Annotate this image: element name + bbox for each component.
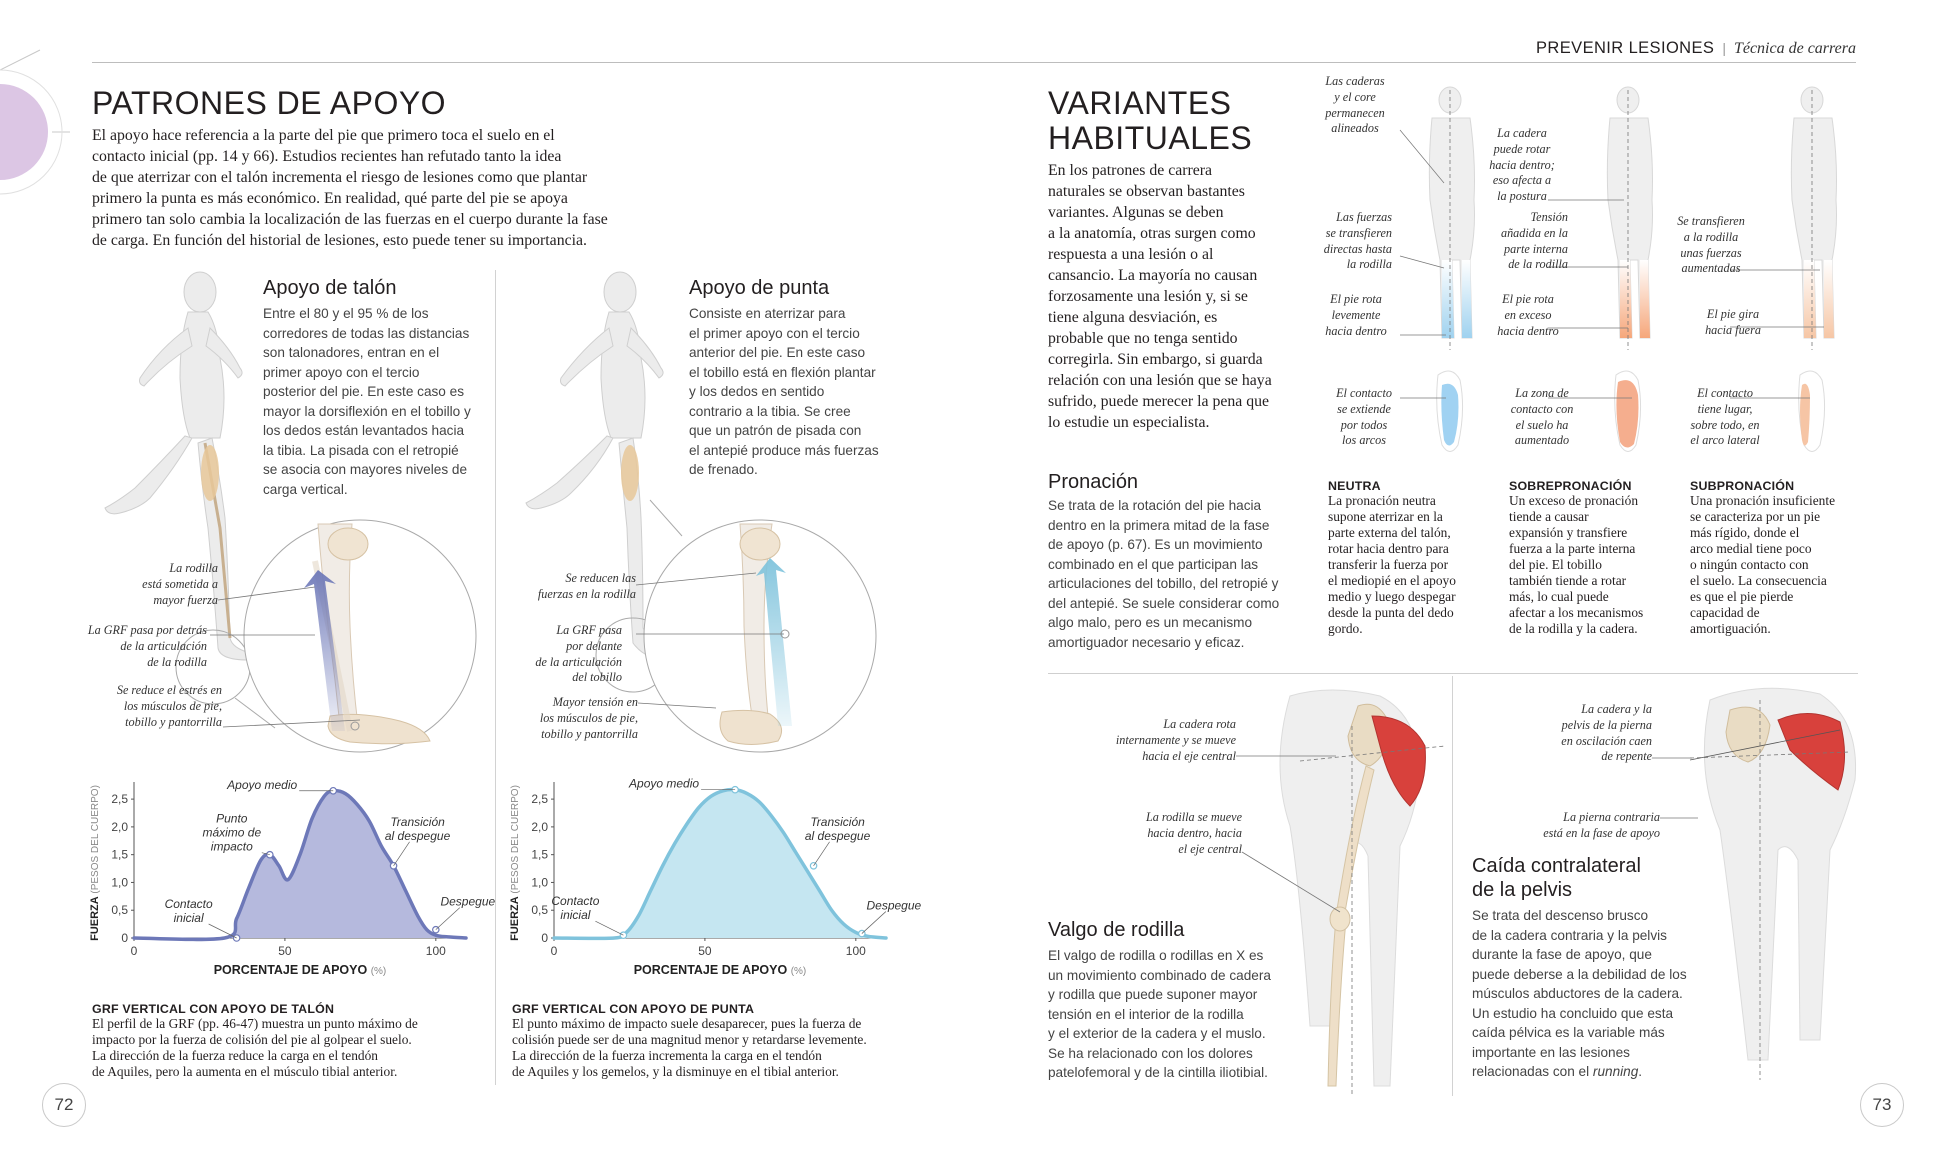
left-intro xyxy=(92,125,712,251)
col-title: SOBREPRONACIÓN xyxy=(1509,479,1632,493)
annotation-line: hacia dentro xyxy=(1497,323,1559,338)
pelvis-text-line: puede deberse a la debilidad de los xyxy=(1472,966,1687,982)
intro-line: variantes. Algunas se deben xyxy=(1048,204,1224,221)
heel-text-line: mayor la dorsiflexión en el tobillo y xyxy=(263,403,471,419)
pronation-col-over xyxy=(1509,479,1685,637)
annotation-line: El contacto xyxy=(1697,386,1753,400)
forefoot-text-line: el primer apoyo con el tercio xyxy=(689,325,860,341)
col-line: capacidad de xyxy=(1690,605,1760,620)
intro-line: a la anatomía, otras surgen como xyxy=(1048,225,1256,242)
annotation-leader xyxy=(394,842,410,866)
x-tick-label: 50 xyxy=(698,944,712,958)
header-subsection: Técnica de carrera xyxy=(1733,40,1856,57)
col-line: expansión y transfiere xyxy=(1509,525,1628,540)
caption-line: de Aquiles, pero la aumenta en el músculo tibial anterior. xyxy=(92,1064,398,1079)
column-divider xyxy=(495,270,496,1085)
pronation-col-neutral xyxy=(1328,479,1504,637)
pronation-heading: Pronación xyxy=(1048,471,1139,493)
annotation-line: La cadera xyxy=(1497,126,1547,140)
forefoot-annotation-knee xyxy=(518,571,636,603)
annotation-line: el suelo ha xyxy=(1515,417,1569,432)
annotation-line: hacia dentro xyxy=(1325,323,1387,338)
annotation-line: hacia el eje central xyxy=(1142,748,1236,763)
x-axis-label: PORCENTAJE DE APOYO (%) xyxy=(633,963,807,977)
heel-text-line: primer apoyo con el tercio xyxy=(263,364,420,380)
y-axis-unit: (PESOS DEL CUERPO) xyxy=(90,785,101,894)
annotation-line: mayor fuerza xyxy=(153,592,218,607)
pelvis-text-line: Se trata del descenso brusco xyxy=(1472,908,1649,923)
y-tick-label: 2,5 xyxy=(531,792,548,807)
valgus-section xyxy=(1048,918,1273,1083)
annotation-leader xyxy=(862,912,886,934)
right-title-line: HABITUALES xyxy=(1048,120,1253,156)
heel-caption-title: GRF VERTICAL CON APOYO DE TALÓN xyxy=(92,1002,335,1016)
annotation-line: y el core xyxy=(1334,89,1376,104)
annotation-line: pelvis de la pierna xyxy=(1561,717,1652,732)
annotation-line: el arco lateral xyxy=(1690,433,1760,448)
pelvis-final-punct: . xyxy=(1638,1064,1643,1079)
pelvis-heading-line: de la pelvis xyxy=(1472,879,1573,901)
intro-line: tiene alguna desviación, es xyxy=(1048,309,1218,326)
pelvis-text-line: Un estudio ha concluido que esta xyxy=(1472,1005,1674,1021)
right-page-title xyxy=(1048,86,1252,156)
annotation-label: máximo de xyxy=(202,825,262,840)
y-tick-label: 1,5 xyxy=(111,847,128,862)
valgus-heading: Valgo de rodilla xyxy=(1048,919,1185,941)
y-axis-label: FUERZA (PESOS DEL CUERPO) xyxy=(89,785,101,941)
pronation-text-line: algo malo, pero es un mecanismo xyxy=(1048,615,1253,630)
annotation-line: hacia fuera xyxy=(1705,322,1761,337)
annotation-line: por delante xyxy=(566,638,622,653)
col-line: también tiende a rotar xyxy=(1509,573,1627,588)
pelvis-text-last xyxy=(1472,1062,1732,1082)
x-tick-label: 0 xyxy=(550,944,558,958)
running-header xyxy=(1518,39,1856,58)
annotation-line: parte interna xyxy=(1504,241,1568,256)
valgus-text-line: patelofemoral y de la cintilla iliotibial. xyxy=(1048,1065,1268,1080)
pelvis-heading-line: Caída contralateral xyxy=(1472,855,1641,877)
annotation-label: Transición xyxy=(390,814,445,829)
annotation-label: Punto xyxy=(216,811,248,826)
forefoot-text-line: el antepié produce más fuerzas xyxy=(689,442,879,458)
annotation-line: La cadera rota xyxy=(1163,717,1236,731)
col-line: Una pronación insuficiente xyxy=(1690,493,1836,508)
annotation-label: al despegue xyxy=(804,828,871,843)
x-tick-label: 100 xyxy=(845,944,866,958)
over-annotation-foot xyxy=(1478,292,1578,339)
annotation-line: tobillo y pantorrilla xyxy=(125,714,222,729)
intro-line: primero la punta es más económico. En realidad, qué parte del pie se apoya xyxy=(92,190,568,207)
col-line: del pie. El tobillo xyxy=(1509,557,1602,572)
annotation-line: fuerzas en la rodilla xyxy=(537,586,636,601)
section-tab-icon xyxy=(0,50,70,190)
annotation-line: Las caderas xyxy=(1325,74,1385,88)
col-line: más, lo cual puede xyxy=(1509,589,1609,604)
annotation-line: El pie rota xyxy=(1330,292,1382,306)
pelvis-text-line: relacionadas con el xyxy=(1472,1064,1593,1079)
annotation-line: la rodilla xyxy=(1346,257,1392,272)
pelvis-text-line: caída pélvica es la variable más xyxy=(1472,1025,1665,1040)
intro-line: probable que no tenga sentido xyxy=(1048,330,1238,347)
valgus-text-line: un movimiento combinado de cadera xyxy=(1048,967,1271,983)
annotation-point xyxy=(267,851,273,857)
col-line: parte externa del talón, xyxy=(1328,525,1451,540)
y-tick-label: 0 xyxy=(121,931,128,945)
annotation-line: La GRF pasa por detrás xyxy=(87,623,207,637)
intro-line: forzosamente una lesión y, si se xyxy=(1048,288,1248,305)
annotation-line: sobre todo, en xyxy=(1690,417,1760,432)
annotation-line: eso afecta a xyxy=(1492,173,1552,188)
over-annotation-hip xyxy=(1476,126,1568,205)
annotation-line: contacto con xyxy=(1510,401,1574,416)
annotation-leader xyxy=(814,842,830,866)
x-axis-unit: (%) xyxy=(790,966,807,977)
annotation-line: directas hasta xyxy=(1323,241,1392,256)
forefoot-heading: Apoyo de punta xyxy=(689,277,830,299)
col-line: gordo. xyxy=(1328,621,1363,636)
annotation-line: tiene lugar, xyxy=(1697,401,1753,416)
y-tick-label: 1,5 xyxy=(531,847,548,862)
forefoot-connector xyxy=(620,500,720,550)
footprint-underpronation xyxy=(1799,371,1825,452)
pelvis-term-running: running xyxy=(1592,1064,1639,1079)
x-tick-label: 50 xyxy=(278,944,292,958)
annotation-line: Tensión xyxy=(1530,210,1568,224)
right-title-line: VARIANTES xyxy=(1048,85,1232,121)
valgus-text-line: y rodilla que puede suponer mayor xyxy=(1048,987,1258,1002)
heel-text-line: posterior del pie. En este caso es xyxy=(263,384,464,399)
neutral-annotation-forces xyxy=(1300,210,1392,273)
right-page-number: 73 xyxy=(1860,1083,1904,1127)
valgus-text-line: El valgo de rodilla o rodillas en X es xyxy=(1048,948,1264,963)
annotation-line: tobillo y pantorrilla xyxy=(541,726,638,741)
annotation-line: La cadera y la xyxy=(1581,702,1652,716)
forefoot-text-line: que un patrón de pisada con xyxy=(689,423,862,438)
valgus-text-line: y el exterior de la cadera y el muslo. xyxy=(1048,1026,1266,1041)
right-intro xyxy=(1048,160,1318,433)
forefoot-text-line: el tobillo está en flexión plantar xyxy=(689,364,876,380)
annotation-line: La pierna contraria xyxy=(1563,810,1660,824)
intro-line: respuesta a una lesión o al xyxy=(1048,246,1214,263)
annotation-line: aumentadas xyxy=(1681,261,1741,276)
annotation-label: Apoyo medio xyxy=(227,777,298,792)
y-tick-label: 1,0 xyxy=(111,875,128,890)
valgus-annotation-hip xyxy=(1080,717,1236,764)
heel-text-line: los dedos están levantados hacia xyxy=(263,423,465,438)
col-line: rotar hacia dentro para xyxy=(1328,541,1449,556)
annotation-label: Despegue xyxy=(440,894,496,909)
valgus-annotation-knee xyxy=(1100,810,1242,857)
heel-caption xyxy=(92,1002,492,1080)
annotation-line: se extiende xyxy=(1337,401,1391,416)
intro-line: lo estudie un especialista. xyxy=(1048,414,1210,431)
annotation-line: levemente xyxy=(1331,307,1381,322)
intro-line: cansancio. La mayoría no causan xyxy=(1048,267,1258,284)
neutral-annotation-contact xyxy=(1328,386,1400,449)
intro-line: corregirla. Sin embargo, si guarda xyxy=(1048,351,1263,368)
annotation-line: Se reducen las xyxy=(565,571,636,585)
left-page-number: 72 xyxy=(42,1083,86,1127)
col-line: más rígido, donde el xyxy=(1690,525,1800,540)
annotation-line: La rodilla se mueve xyxy=(1145,810,1242,824)
col-line: el suelo. La consecuencia xyxy=(1690,573,1827,588)
pronation-figures xyxy=(1400,80,1880,460)
col-line: de la rodilla y la cadera. xyxy=(1509,621,1638,636)
col-line: o ningún contacto con xyxy=(1690,557,1809,572)
col-line: tiende a causar xyxy=(1509,509,1589,524)
col-line: transferir la fuerza por xyxy=(1328,557,1449,572)
pronation-text-line: del antepié. Se suele considerar como xyxy=(1048,595,1280,611)
col-line: medio y luego despegar xyxy=(1328,589,1456,604)
pelvis-text-line: de la cadera contraria y la pelvis xyxy=(1472,927,1667,943)
col-line: el mediopié en el apoyo xyxy=(1328,573,1456,588)
y-axis-unit: (PESOS DEL CUERPO) xyxy=(510,785,521,894)
annotation-label: inicial xyxy=(560,908,591,923)
annotation-line: de la rodilla xyxy=(147,654,207,669)
annotation-label: Despegue xyxy=(866,898,922,913)
intro-line: primero tan solo cambia la localización de las fuerzas en el cuerpo durante la fase xyxy=(92,211,608,228)
annotation-line: de repente xyxy=(1601,749,1652,764)
col-line: amortiguación. xyxy=(1690,621,1771,636)
annotation-line: Mayor tensión en xyxy=(552,695,638,709)
annotation-point xyxy=(810,863,816,869)
grf-forefoot-chart xyxy=(508,770,922,990)
valgus-text-line: Se ha relacionado con los dolores xyxy=(1048,1045,1253,1061)
pelvis-annotation-drop xyxy=(1528,702,1652,765)
annotation-line: de la rodilla xyxy=(1508,257,1568,272)
caption-line: impacto por la fuerza de colisión del pie al golpear el suelo. xyxy=(92,1032,412,1047)
x-tick-label: 0 xyxy=(130,944,138,958)
annotation-line: añadida en la xyxy=(1500,225,1568,240)
intro-line: En los patrones de carrera xyxy=(1048,162,1213,179)
under-annotation-contact xyxy=(1682,386,1768,449)
col-line: desde la punta del dedo xyxy=(1328,605,1454,620)
intro-line: El apoyo hace referencia a la parte del pie que primero toca el suelo en el xyxy=(92,127,555,144)
over-annotation-contact xyxy=(1504,386,1580,449)
y-tick-label: 2,0 xyxy=(111,819,128,834)
col-title: NEUTRA xyxy=(1328,479,1381,493)
header-rule xyxy=(92,62,1856,63)
caption-line: de Aquiles y los gemelos, y la disminuye en el tibial anterior. xyxy=(512,1064,839,1079)
annotation-line: de la articulación xyxy=(535,654,622,669)
heel-heading: Apoyo de talón xyxy=(263,277,397,299)
under-annotation-forces xyxy=(1664,214,1758,277)
heel-text-line: carga vertical. xyxy=(263,481,348,497)
forefoot-text-line: de frenado. xyxy=(689,462,758,477)
annotation-line: del tobillo xyxy=(572,670,622,685)
x-axis-label: PORCENTAJE DE APOYO (%) xyxy=(213,963,387,977)
heel-annotation-stress xyxy=(82,683,222,730)
forefoot-annotation-grf xyxy=(522,623,622,686)
col-line: se caracteriza por un pie xyxy=(1690,509,1821,524)
forefoot-text-line: Consiste en aterrizar para xyxy=(689,306,846,321)
pelvis-section xyxy=(1472,854,1732,1082)
annotation-line: Las fuerzas xyxy=(1336,210,1392,224)
pelvis-text-line: durante la fase de apoyo, que xyxy=(1472,947,1652,962)
annotation-line: La zona de xyxy=(1515,386,1569,400)
col-line: arco medial tiene poco xyxy=(1690,541,1812,556)
forefoot-caption-title: GRF VERTICAL CON APOYO DE PUNTA xyxy=(512,1002,755,1016)
intro-line: contacto inicial (pp. 14 y 66). Estudios recientes han refutado tanto la idea xyxy=(92,148,562,165)
annotation-line: alineados xyxy=(1331,121,1379,136)
heel-text-line: corredores de todas las distancias xyxy=(263,325,470,341)
col-line: es que el pie pierde xyxy=(1690,589,1794,604)
annotation-line: puede rotar xyxy=(1493,141,1551,156)
pronation-text-line: articulaciones del tobillo, del retropié y xyxy=(1048,576,1279,591)
section-rule xyxy=(1048,673,1858,674)
annotation-label: Transición xyxy=(810,814,865,829)
annotation-line: aumentado xyxy=(1514,433,1570,448)
col-line: La pronación neutra xyxy=(1328,493,1436,508)
intro-line: sufrido, puede merecer la pena que xyxy=(1048,393,1270,410)
annotation-line: El pie rota xyxy=(1502,292,1554,306)
pronation-text-line: dentro en la primera mitad de la fase xyxy=(1048,517,1270,533)
forefoot-text-line: y los dedos en sentido xyxy=(689,384,825,399)
col-line: afectar a los mecanismos xyxy=(1509,605,1644,620)
figure-underpronation xyxy=(1791,87,1836,350)
caption-line: colisión puede ser de una magnitud menor y retardarse levemente. xyxy=(512,1032,867,1047)
annotation-line: hacia dentro, hacia xyxy=(1147,825,1242,840)
annotation-line: permanecen xyxy=(1325,105,1385,120)
y-tick-label: 0,5 xyxy=(111,903,128,918)
annotation-label: inicial xyxy=(173,911,204,925)
annotation-line: internamente y se mueve xyxy=(1115,732,1236,747)
heel-text-line: Entre el 80 y el 95 % de los xyxy=(263,306,429,321)
heel-text-line: se asocia con mayores niveles de xyxy=(263,462,468,477)
caption-line: La dirección de la fuerza incrementa la carga en el tendón xyxy=(512,1048,822,1063)
x-axis-unit: (%) xyxy=(370,966,387,977)
heel-leader-lines xyxy=(215,570,365,735)
y-axis-label: FUERZA (PESOS DEL CUERPO) xyxy=(509,785,521,941)
col-line: fuerza a la parte interna xyxy=(1509,541,1636,556)
annotation-line: está en la fase de apoyo xyxy=(1543,825,1660,840)
under-annotation-foot xyxy=(1700,307,1766,339)
figure-overpronation xyxy=(1607,87,1652,350)
annotation-line: El pie gira xyxy=(1706,307,1760,321)
annotation-label: al despegue xyxy=(384,828,451,843)
column-divider xyxy=(1452,676,1453,1096)
caption-line: La dirección de la fuerza reduce la carga en el tendón xyxy=(92,1048,378,1063)
annotation-line: en exceso xyxy=(1504,307,1552,322)
annotation-point xyxy=(390,863,396,869)
grf-heel-chart xyxy=(88,770,496,990)
forefoot-leader-lines xyxy=(636,575,786,715)
pronation-col-under xyxy=(1690,479,1870,637)
heel-annotation-grf xyxy=(60,623,207,670)
header-separator: | xyxy=(1722,40,1726,56)
intro-line: naturales se observan bastantes xyxy=(1048,183,1245,200)
y-tick-label: 0 xyxy=(541,931,548,945)
intro-line: de carga. En función del historial de lesiones, esto puede tener su importancia. xyxy=(92,232,587,249)
annotation-line: Se transfieren xyxy=(1677,214,1745,228)
annotation-line: La rodilla xyxy=(169,561,218,575)
annotation-line: de la articulación xyxy=(120,638,207,653)
footprint-neutral xyxy=(1437,371,1463,452)
annotation-label: impacto xyxy=(210,839,253,854)
heel-text-line: la tibia. La pisada con el retropié xyxy=(263,442,459,458)
annotation-line: Se reduce el estrés en xyxy=(116,683,222,697)
pronation-text-line: amortiguador necesario y eficaz. xyxy=(1048,634,1245,650)
annotation-point xyxy=(620,932,626,938)
x-tick-label: 100 xyxy=(425,944,446,958)
annotation-line: los músculos de pie, xyxy=(539,710,638,725)
heel-annotation-knee xyxy=(110,561,218,608)
neutral-annotation-hips xyxy=(1305,74,1405,137)
forefoot-text-line: contrario a la tibia. Se cree xyxy=(689,403,851,419)
footprint-overpronation xyxy=(1615,371,1641,452)
y-tick-label: 2,0 xyxy=(531,819,548,834)
header-section: PREVENIR LESIONES xyxy=(1536,39,1715,57)
col-title: SUBPRONACIÓN xyxy=(1690,479,1795,493)
intro-line: relación con una lesión que se haya xyxy=(1048,372,1272,389)
annotation-line: se transfieren xyxy=(1325,225,1392,240)
annotation-leader xyxy=(595,921,623,935)
y-tick-label: 0,5 xyxy=(531,903,548,918)
annotation-line: hacia dentro; xyxy=(1489,157,1555,172)
caption-line: El punto máximo de impacto suele desaparecer, pues la fuerza de xyxy=(512,1016,862,1031)
valgus-leader-lines xyxy=(1236,740,1356,920)
pronation-text-line: Se trata de la rotación del pie hacia xyxy=(1048,498,1262,513)
over-annotation-tension xyxy=(1476,210,1568,273)
caption-line: El perfil de la GRF (pp. 46-47) muestra un punto máximo de xyxy=(92,1016,418,1031)
annotation-leader xyxy=(436,908,460,930)
y-tick-label: 2,5 xyxy=(111,792,128,807)
pelvis-text-line: músculos abductores de la cadera. xyxy=(1472,986,1683,1001)
annotation-line: está sometida a xyxy=(142,576,218,591)
pronation-section xyxy=(1048,470,1310,652)
annotation-line: en oscilación caen xyxy=(1561,733,1652,748)
annotation-label: Contacto xyxy=(551,894,600,909)
annotation-label: Contacto xyxy=(164,897,213,911)
annotation-line: la postura xyxy=(1497,189,1547,204)
pelvis-text-line: importante en las lesiones xyxy=(1472,1044,1630,1060)
col-line: supone aterrizar en la xyxy=(1328,509,1443,524)
heel-section xyxy=(263,276,493,499)
intro-line: de que aterrizar con el talón incrementa el riesgo de lesiones como que plantar xyxy=(92,169,588,186)
col-line: Un exceso de pronación xyxy=(1509,493,1639,508)
pronation-text-line: de apoyo (p. 67). Es un movimiento xyxy=(1048,537,1263,552)
pelvis-leader-lines xyxy=(1652,750,1732,830)
left-page-title: PATRONES DE APOYO xyxy=(92,85,447,121)
annotation-label: Apoyo medio xyxy=(629,776,700,791)
annotation-line: por todos xyxy=(1340,417,1388,432)
forefoot-text-line: anterior del pie. En este caso xyxy=(689,345,866,360)
annotation-line: a la rodilla xyxy=(1683,229,1739,244)
figure-neutral xyxy=(1429,87,1474,350)
y-tick-label: 1,0 xyxy=(531,875,548,890)
forefoot-section xyxy=(689,276,919,480)
pronation-text-line: combinado en el que participan las xyxy=(1048,556,1259,572)
annotation-line: El contacto xyxy=(1336,386,1392,400)
annotation-leader xyxy=(209,924,237,938)
neutral-annotation-foot xyxy=(1300,292,1412,339)
valgus-text-line: tensión en el interior de la rodilla xyxy=(1048,1006,1244,1022)
heel-text-line: son talonadores, entran en el xyxy=(263,345,440,360)
annotation-line: La GRF pasa xyxy=(556,623,622,637)
annotation-line: unas fuerzas xyxy=(1680,245,1742,260)
annotation-line: el eje central xyxy=(1178,841,1242,856)
forefoot-annotation-tension xyxy=(510,695,638,742)
annotation-line: los arcos xyxy=(1342,433,1386,448)
pelvis-annotation-stance xyxy=(1500,810,1660,842)
forefoot-caption xyxy=(512,1002,932,1080)
annotation-line: los músculos de pie, xyxy=(123,698,222,713)
